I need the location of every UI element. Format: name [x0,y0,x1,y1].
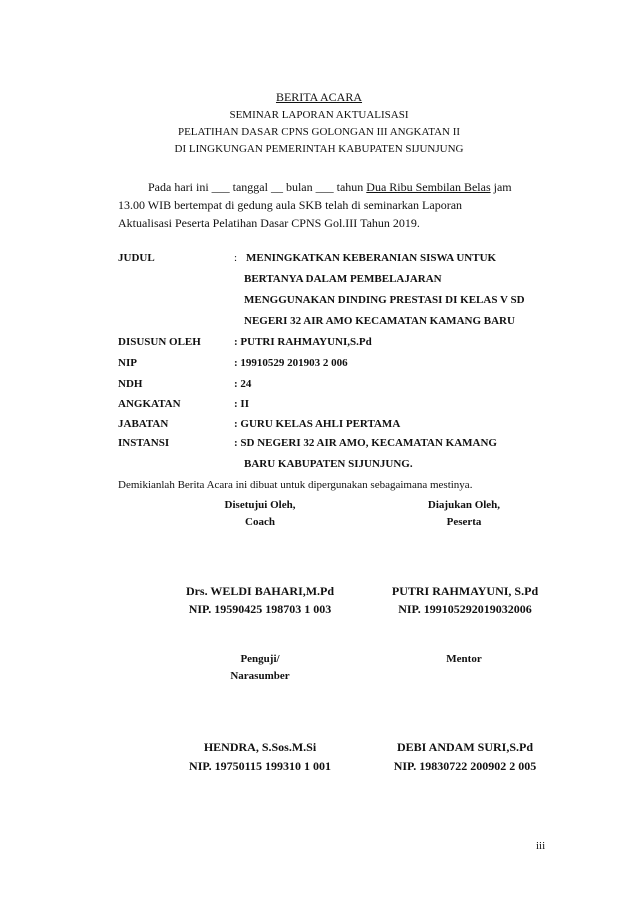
examiner-label: Penguji/ [240,653,280,665]
approved-by-label: Disetujui Oleh, [224,499,296,511]
intro-year-text: Dua Ribu Sembilan Belas [366,180,491,194]
participant-label: Peserta [446,516,482,528]
intro-line-3: Aktualisasi Peserta Pelatihan Dasar CPNS Gol.III Tahun 2019. [118,216,420,230]
header-line-2: PELATIHAN DASAR CPNS GOLONGAN III ANGKATAN II [177,126,461,138]
examiner-name: HENDRA, S.Sos.M.Si [203,740,317,754]
angkatan-label: ANGKATAN [118,398,181,410]
speaker-label: Narasumber [230,670,290,682]
jabatan-label: JABATAN [118,418,169,430]
judul-label: JUDUL [118,252,155,264]
intro-line-2: 13.00 WIB bertempat di gedung aula SKB telah di seminarkan Laporan [118,198,463,212]
judul-line-4: NEGERI 32 AIR AMO KECAMATAN KAMANG BARU [244,315,515,327]
document-title: BERITA ACARA [275,90,363,104]
header-line-3: DI LINGKUNGAN PEMERINTAH KABUPATEN SIJUNJUNG [174,143,464,155]
ndh-label: NDH [118,378,143,390]
coach-nip: NIP. 19590425 198703 1 003 [188,602,332,616]
coach-name: Drs. WELDI BAHARI,M.Pd [185,584,335,598]
nip-value: : 19910529 201903 2 006 [234,357,348,369]
coach-label: Coach [245,516,275,528]
closing-statement: Demikianlah Berita Acara ini dibuat untuk dipergunakan sebagaimana mestinya. [118,479,473,491]
judul-line-1: MENINGKATKAN KEBERANIAN SISWA UNTUK [246,252,497,264]
examiner-nip: NIP. 19750115 199310 1 001 [189,759,331,773]
angkatan-value: : II [234,398,249,410]
instansi-line-2: BARU KABUPATEN SIJUNJUNG. [244,458,413,470]
judul-colon: : [234,252,238,264]
instansi-line-1: : SD NEGERI 32 AIR AMO, KECAMATAN KAMANG [234,437,497,449]
mentor-nip: NIP. 19830722 200902 2 005 [393,759,537,773]
mentor-label: Mentor [446,653,482,665]
participant-name: PUTRI RAHMAYUNI, S.Pd [391,584,539,598]
intro-text-a: Pada hari ini ___ tanggal __ bulan ___ tahun [148,180,367,194]
page-number: iii [536,840,546,852]
ndh-value: : 24 [234,378,252,390]
nip-label: NIP [118,357,137,369]
intro-line-1 [148,180,512,195]
mentor-name: DEBI ANDAM SURI,S.Pd [396,740,534,754]
intro-text-b: jam [490,180,512,194]
header-line-1: SEMINAR LAPORAN AKTUALISASI [229,109,409,121]
submitted-by-label: Diajukan Oleh, [427,499,501,511]
instansi-label: INSTANSI [118,437,170,449]
disusun-label: DISUSUN OLEH [118,336,201,348]
jabatan-value: : GURU KELAS AHLI PERTAMA [234,418,401,430]
participant-nip: NIP. 199105292019032006 [398,602,532,616]
judul-line-2: BERTANYA DALAM PEMBELAJARAN [244,273,442,285]
judul-line-3: MENGGUNAKAN DINDING PRESTASI DI KELAS V SD [244,294,525,306]
disusun-value: : PUTRI RAHMAYUNI,S.Pd [234,336,372,348]
